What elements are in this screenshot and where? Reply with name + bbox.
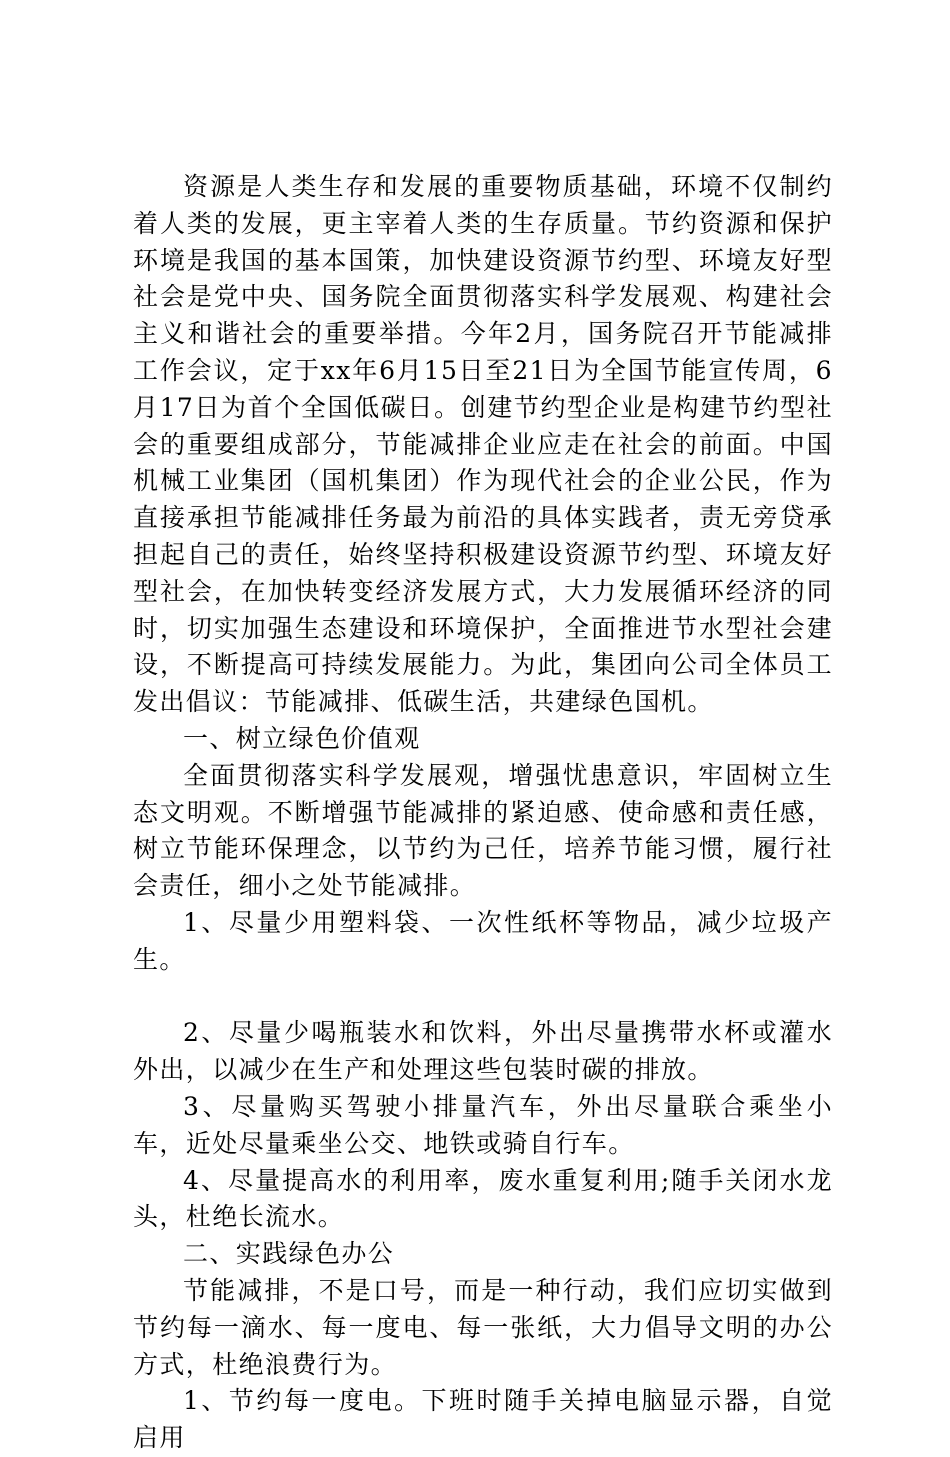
section-2-paragraph: 节能减排，不是口号，而是一种行动，我们应切实做到节约每一滴水、每一度电、每一张纸，大力倡导文明的办公方式，杜绝浪费行为。 (133, 1275, 833, 1379)
document-body (133, 169, 833, 1457)
blank-line (133, 979, 833, 1016)
section-heading-1: 一、树立绿色价值观 (183, 723, 421, 753)
section-2-item-1: 1、节约每一度电。下班时随手关掉电脑显示器，自觉启用 (133, 1386, 833, 1453)
section-1-item-3: 3、尽量购买驾驶小排量汽车，外出尽量联合乘坐小车，近处尽量乘坐公交、地铁或骑自行车。 (133, 1091, 833, 1158)
section-1-item-2: 2、尽量少喝瓶装水和饮料，外出尽量携带水杯或灌水外出，以减少在生产和处理这些包装时碳的排放。 (133, 1018, 833, 1085)
section-1-paragraph: 全面贯彻落实科学发展观，增强忧患意识，牢固树立生态文明观。不断增强节能减排的紧迫感、使命感和责任感，树立节能环保理念，以节约为己任，培养节能习惯，履行社会责任，细小之处节能减排。 (133, 760, 833, 901)
section-1-item-1: 1、尽量少用塑料袋、一次性纸杯等物品，减少垃圾产生。 (133, 907, 833, 974)
intro-paragraph: 资源是人类生存和发展的重要物质基础，环境不仅制约着人类的发展，更主宰着人类的生存质量。节约资源和保护环境是我国的基本国策，加快建设资源节约型、环境友好型社会是党中央、国务院全面贯彻落实科学发展观、构建社会主义和谐社会的重要举措。今年2月，国务院召开节能减排工作会议，定于xx年6月15日至21日为全国节能宣传周，6月17日为首个全国低碳日。创建节约型企业是构建节约型社会的重要组成部分，节能减排企业应走在社会的前面。中国机械工业集团（国机集团）作为现代社会的企业公民，作为直接承担节能减排任务最为前沿的具体实践者，责无旁贷承担起自己的责任，始终坚持积极建设资源节约型、环境友好型社会，在加快转变经济发展方式，大力发展循环经济的同时，切实加强生态建设和环境保护，全面推进节水型社会建设，不断提高可持续发展能力。为此，集团向公司全体员工发出倡议：节能减排、低碳生活，共建绿色国机。 (133, 172, 833, 717)
section-heading-2: 二、实践绿色办公 (183, 1239, 395, 1269)
section-1-item-4: 4、尽量提高水的利用率，废水重复利用;随手关闭水龙头，杜绝长流水。 (133, 1165, 833, 1232)
